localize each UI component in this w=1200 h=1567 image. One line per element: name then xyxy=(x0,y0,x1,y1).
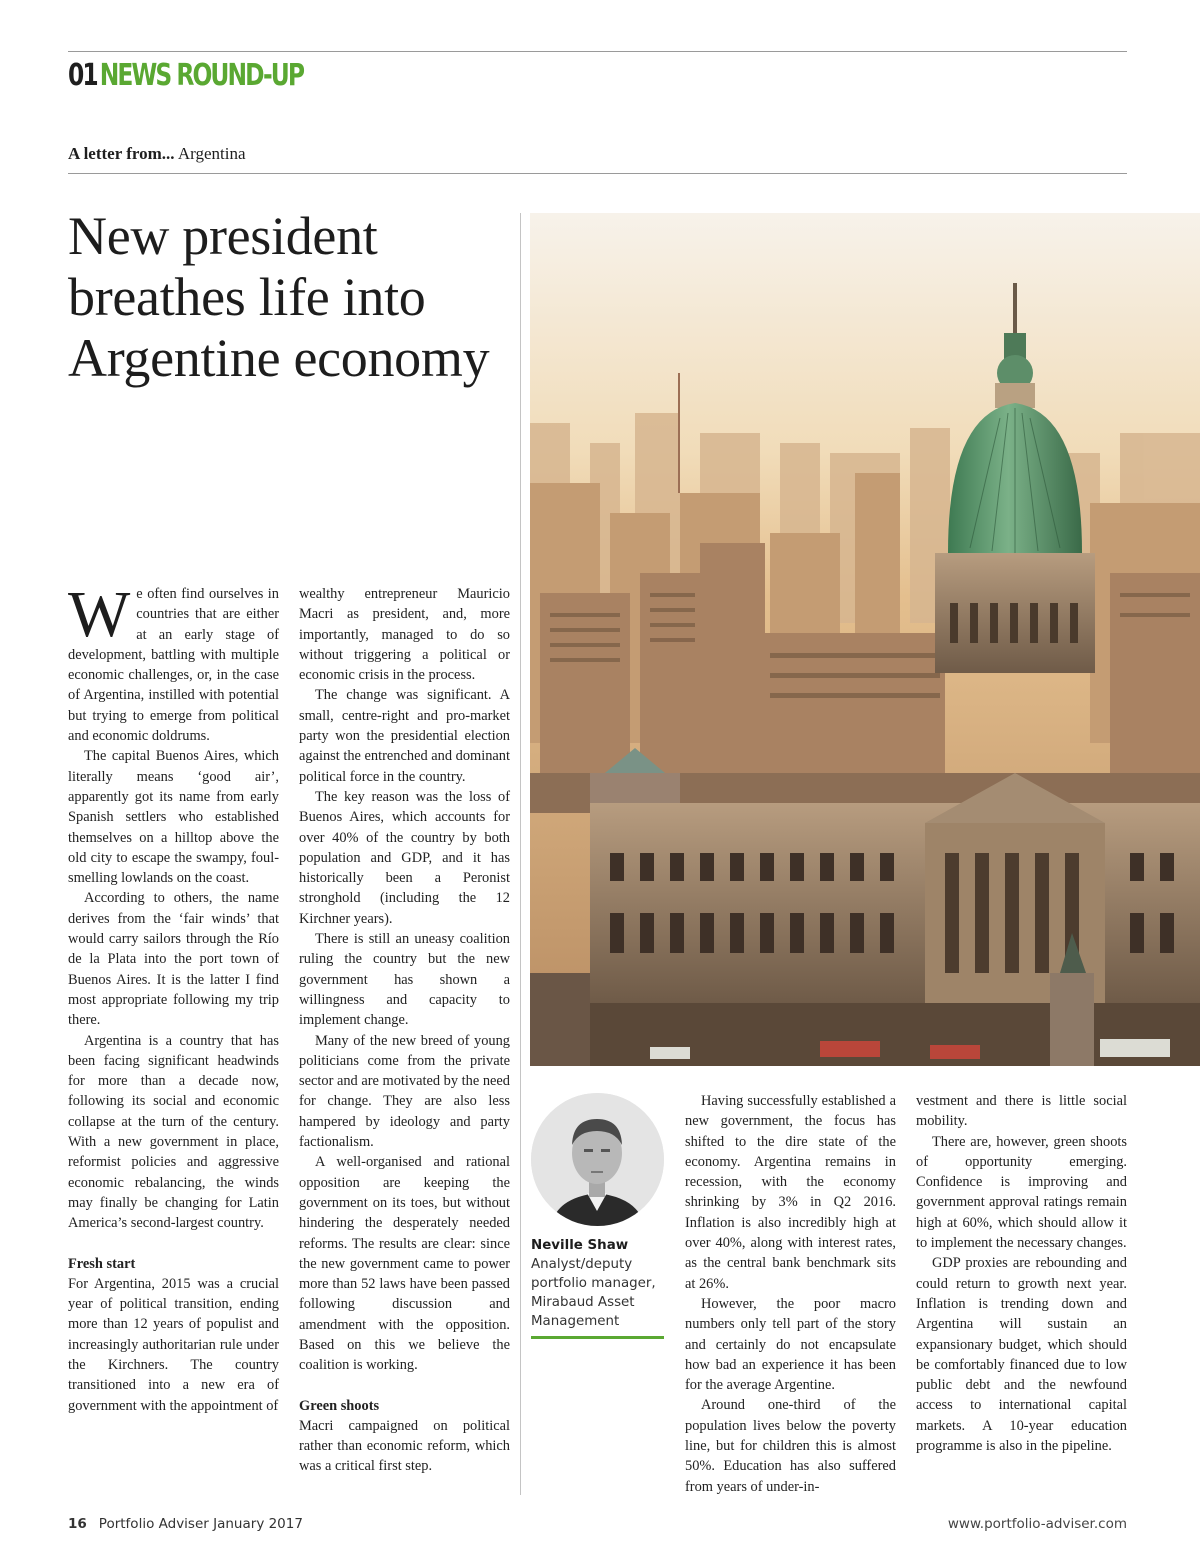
author-byline xyxy=(531,1236,664,1331)
kicker-rule xyxy=(68,173,1127,174)
subhead-fresh-start: Fresh start xyxy=(68,1255,136,1272)
author-role-line: Analyst/deputy xyxy=(531,1257,633,1272)
body-paragraph: Having successfully established a new government, the focus has shifted to the dire state of the economy. Argentina remains in recession, with the economy shrinking by 3% in Q2 2016. Inflation is also incredibly high at over 40%, along with interest rates, as the central bank benchmark sits at 26%. xyxy=(685,1093,896,1292)
publication-name: Portfolio Adviser xyxy=(98,1516,209,1532)
body-paragraph: We often find ourselves in countries that are either at an early stage of development, battling with multiple economic challenges, or, in the case of Argentina, instilled with potential but trying to emerge from political and economic doldrums. xyxy=(68,578,279,745)
body-paragraph: There are, however, green shoots of opportunity emerging. Confidence is improving and government approval ratings remain high at 60%, which should allow it to implement the necessary changes. xyxy=(916,1133,1127,1252)
footer-folio xyxy=(68,1516,303,1532)
page-number: 16 xyxy=(68,1516,87,1532)
body-paragraph: However, the poor macro numbers only tell part of the story and certainly do not encapsulate how bad an experience it has been for the average Argentine. xyxy=(685,1295,896,1394)
body-column-2 xyxy=(299,584,510,1477)
footer-url[interactable]: www.portfolio-adviser.com xyxy=(947,1516,1127,1532)
body-paragraph: Many of the new breed of young politicians come from the private sector and are motivated by the need for change. They are also less hampered by ideology and party factionalism. xyxy=(299,1032,510,1151)
body-paragraph: A well-organised and rational opposition are keeping the government on its toes, but without hindering the desperately needed reforms. The results are clear: since the new government came to power more than 52 laws have been passed following discussion and amendment with the opposition. Based on this we believe the coalition is working. xyxy=(299,1154,510,1374)
body-column-4 xyxy=(916,1091,1127,1456)
subhead-green-shoots: Green shoots xyxy=(299,1397,380,1414)
body-paragraph: For Argentina, 2015 was a crucial year of political transition, ending more than 12 years of populist and increasingly authoritarian rule under the Kirchners. The country transitioned into a new era of government with the appointment of xyxy=(68,1275,279,1414)
body-paragraph: The capital Buenos Aires, which literally means ‘good air’, apparently got its name from early Spanish settlers who established themselves on a hilltop above the old city to escape the swampy, foul-smelling lowlands on the coast. xyxy=(68,748,279,887)
author-avatar xyxy=(531,1093,664,1226)
body-column-1 xyxy=(68,578,279,1416)
column-divider xyxy=(520,213,521,1495)
section-number: 01 xyxy=(68,58,97,93)
kicker-label: A letter from... xyxy=(68,144,175,163)
body-paragraph: The change was significant. A small, centre-right and pro-market party won the presidential election against the entrenched and dominant political force in the country. xyxy=(299,687,510,785)
author-role-line: Management xyxy=(531,1314,620,1329)
drop-cap: W xyxy=(68,578,131,651)
body-paragraph: There is still an uneasy coalition ruling the country but the new government has shown a willingness and capacity to implement change. xyxy=(299,931,510,1029)
top-rule xyxy=(68,51,1127,52)
body-column-3 xyxy=(685,1091,896,1497)
body-paragraph: wealthy entrepreneur Mauricio Macri as president, and, more importantly, managed to do so without triggering a political or economic crisis in the process. xyxy=(299,586,510,684)
body-paragraph: vestment and there is little social mobility. xyxy=(916,1093,1127,1130)
body-paragraph: Macri campaigned on political rather than economic reform, which was a critical first step. xyxy=(299,1417,510,1475)
headline: New president breathes life into Argentine economy xyxy=(68,206,490,388)
kicker xyxy=(68,144,246,164)
author-name: Neville Shaw xyxy=(531,1238,629,1253)
issue-date: January 2017 xyxy=(213,1516,303,1532)
section-header xyxy=(68,58,303,93)
author-role-line: Mirabaud Asset xyxy=(531,1295,635,1310)
author-role-line: portfolio manager, xyxy=(531,1276,656,1291)
body-paragraph: Around one-third of the population lives below the poverty line, but for children this is almost 50%. Education has also suffered from years of under-in- xyxy=(685,1397,896,1495)
body-paragraph: Argentina is a country that has been facing significant headwinds for more than a decade now, following its social and economic collapse at the turn of the century. With a new government in place, reformist policies and aggressive economic rebalancing, the winds may finally be changing for Latin America’s second-largest country. xyxy=(68,1032,279,1232)
body-paragraph: The key reason was the loss of Buenos Aires, which accounts for over 40% of the country by both population and GDP, and it has historically been a Peronist stronghold (including the 12 Kirchner years). xyxy=(299,788,510,927)
kicker-place: Argentina xyxy=(177,144,246,163)
author-accent-rule xyxy=(531,1336,664,1339)
body-paragraph: According to others, the name derives from the ‘fair winds’ that would carry sailors through the Río de la Plata into the port town of Buenos Aires. It is the latter I find most appropriate following my trip there. xyxy=(68,890,279,1029)
body-paragraph: GDP proxies are rebounding and could return to growth next year. Inflation is trending down and Argentina will sustain an expansionary budget, which should be comfortably financed due to low public debt and the newfound access to international capital markets. A 10-year education programme is also in the pipeline. xyxy=(916,1255,1127,1455)
congress-photo xyxy=(530,213,1200,1066)
section-title: NEWS ROUND-UP xyxy=(99,58,304,93)
